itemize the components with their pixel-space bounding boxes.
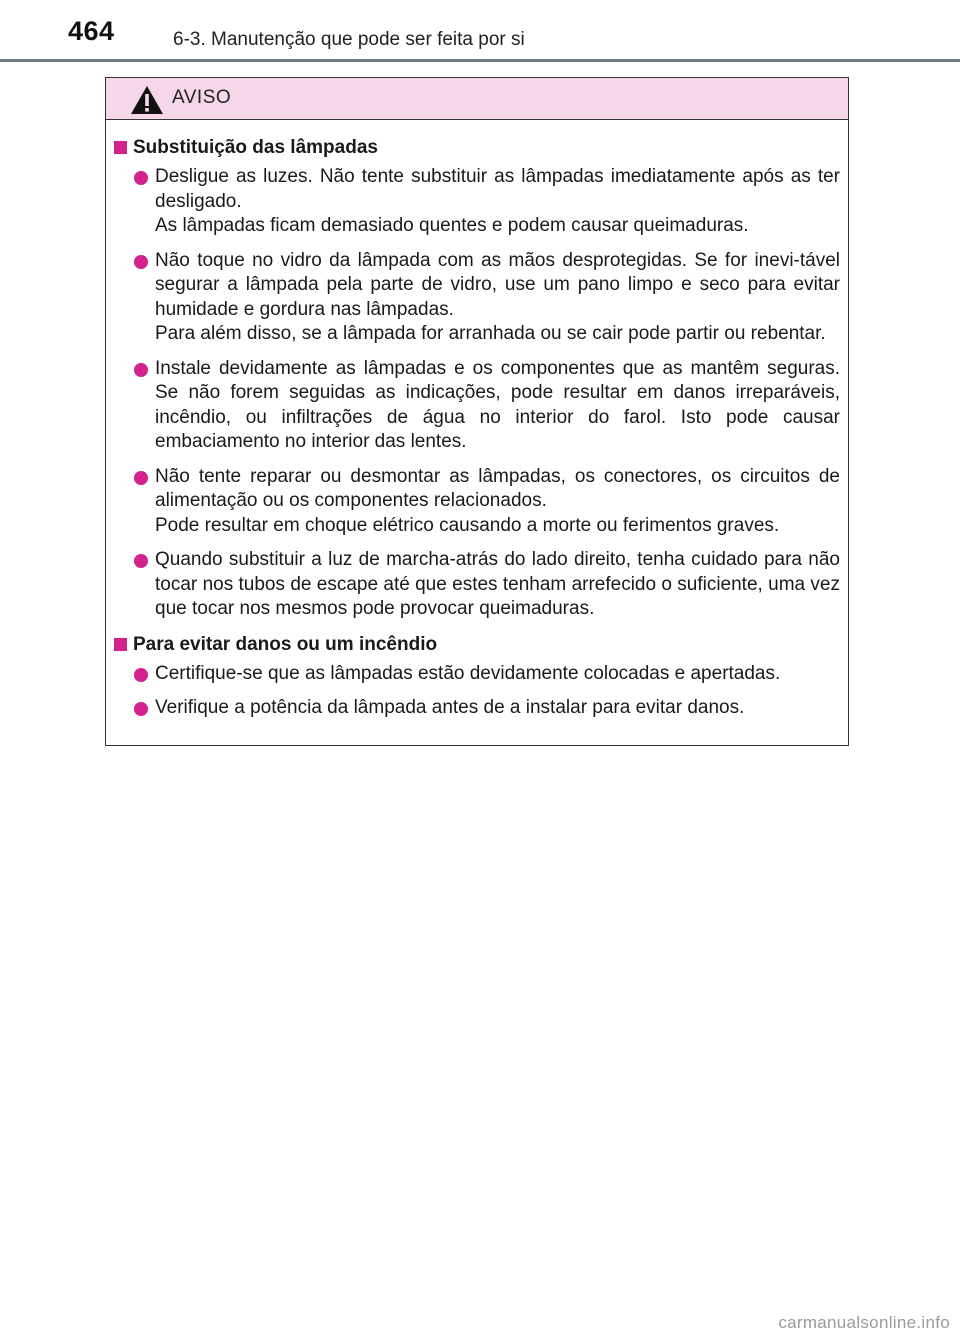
page-header bbox=[0, 0, 960, 62]
list-item-text bbox=[155, 465, 840, 539]
paragraph: Pode resultar em choque elétrico causando a morte ou ferimentos graves. bbox=[155, 514, 780, 536]
section-heading bbox=[114, 632, 840, 657]
section-heading-text: Substituição das lâmpadas bbox=[133, 137, 378, 158]
paragraph: Desligue as luzes. Não tente substituir as lâmpadas imediatamente após as ter desligado. bbox=[155, 166, 840, 212]
list-item-text bbox=[155, 548, 840, 622]
warning-triangle-icon bbox=[130, 85, 164, 115]
section-heading bbox=[114, 135, 840, 160]
square-bullet-icon bbox=[114, 638, 127, 651]
list-item bbox=[134, 249, 840, 347]
round-bullet-icon bbox=[134, 471, 148, 485]
square-bullet-icon bbox=[114, 141, 127, 154]
paragraph: As lâmpadas ficam demasiado quentes e podem causar queimaduras. bbox=[155, 215, 749, 236]
header-divider bbox=[0, 59, 960, 62]
list-item bbox=[134, 548, 840, 622]
paragraph: Certifique-se que as lâmpadas estão devidamente colocadas e apertadas. bbox=[155, 662, 781, 684]
warning-label: AVISO bbox=[172, 87, 232, 108]
page-number: 464 bbox=[68, 16, 115, 46]
paragraph: Verifique a potência da lâmpada antes de a instalar para evitar danos. bbox=[155, 697, 745, 718]
list-item-text bbox=[155, 165, 840, 239]
warning-header bbox=[106, 78, 848, 120]
warning-body bbox=[106, 120, 848, 721]
list-item bbox=[134, 165, 840, 239]
list-item bbox=[134, 696, 840, 721]
list-item-text bbox=[155, 696, 840, 721]
paragraph: Não toque no vidro da lâmpada com as mãos desprotegidas. Se for inevi-tável segurar a lâmpada pela parte de vidro, use um pano limpo e seco para evitar humidade e gordura nas lâmpadas. bbox=[155, 249, 840, 320]
list-item bbox=[134, 662, 840, 687]
round-bullet-icon bbox=[134, 171, 148, 185]
round-bullet-icon bbox=[134, 668, 148, 682]
list-item bbox=[134, 357, 840, 455]
warning-box bbox=[105, 77, 849, 746]
list-item bbox=[134, 465, 840, 539]
section-heading-text: Para evitar danos ou um incêndio bbox=[133, 633, 438, 655]
round-bullet-icon bbox=[134, 702, 148, 716]
list-item-text bbox=[155, 249, 840, 347]
round-bullet-icon bbox=[134, 255, 148, 269]
paragraph: Quando substituir a luz de marcha-atrás do lado direito, tenha cuidado para não tocar nos tubos de escape até que estes tenham arrefecido o suficiente, uma vez que tocar nos mesmos pode provocar queimaduras. bbox=[155, 549, 840, 619]
round-bullet-icon bbox=[134, 363, 148, 377]
paragraph: Para além disso, se a lâmpada for arranhada ou se cair pode partir ou rebentar. bbox=[155, 323, 826, 344]
paragraph: Instale devidamente as lâmpadas e os componentes que as mantêm seguras. Se não forem seguidas as indicações, pode resultar em danos irreparáveis, incêndio, ou infiltrações de água no interior do farol. Isto pode causar embaciamento no interior das lentes. bbox=[155, 357, 840, 452]
round-bullet-icon bbox=[134, 554, 148, 568]
list-item-text bbox=[155, 357, 840, 455]
watermark: carmanualsonline.info bbox=[778, 1313, 950, 1332]
section-title: 6-3. Manutenção que pode ser feita por si bbox=[173, 29, 525, 50]
paragraph: Não tente reparar ou desmontar as lâmpadas, os conectores, os circuitos de alimentação ou os componentes relacionados. bbox=[155, 465, 840, 511]
list-item-text bbox=[155, 662, 840, 687]
